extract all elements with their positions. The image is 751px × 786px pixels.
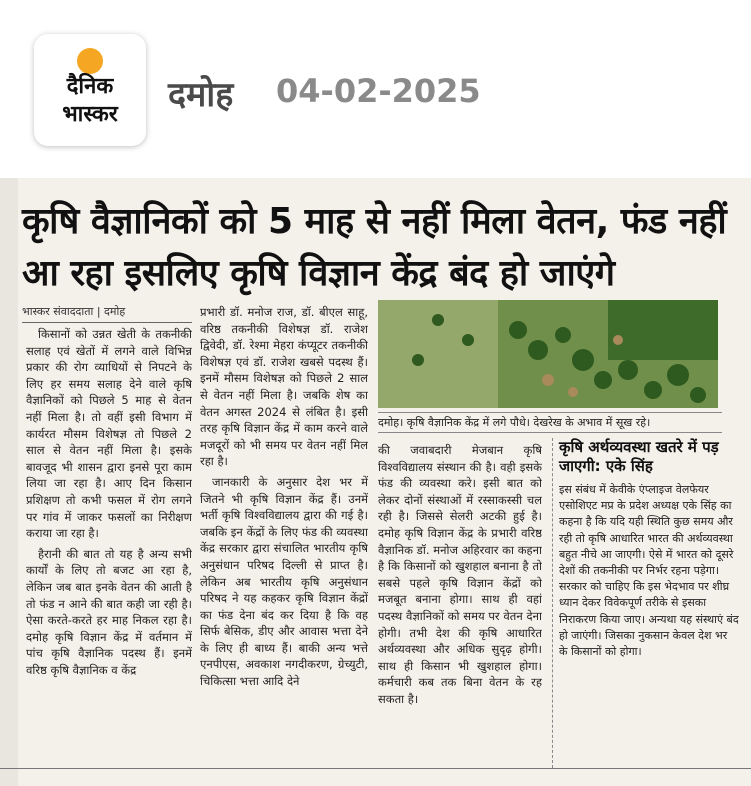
quote-box-title: कृषि अर्थव्यवस्था खतरे में पड़ जाएगी: एके सिंह	[559, 438, 719, 475]
paragraph: जानकारी के अनुसार देश भर में जितने भी कृषि विज्ञान केंद्र हैं। उनमें भर्ती कृषि विश्वविद्यालय द्वारा की गई है। जबकि इन केंद्रों के लिए फंड की व्यवस्था केंद्र सरकार द्वारा संचालित भारतीय कृषि अनुसंधान परिषद दिल्ली से प्राप्त है। लेकिन अब भारतीय कृषि अनुसंधान परिषद ने यह कहकर कृषि विज्ञान केंद्रों का फंड देना बंद कर दिया है कि वह सिर्फ बेसिक, डीए और आवास भत्ता देने के लिए ही बाध्य हैं। बाकी अन्य भत्ते एनपीएस, अवकाश नगदीकरण, ग्रेच्युटी, चिकित्सा भत्ता आदि देने	[200, 474, 368, 689]
edition-date: 04-02-2025	[276, 72, 481, 110]
edition-city: दमोह	[168, 75, 234, 115]
expert-quote-box	[552, 438, 739, 768]
logo-text-line1: दैनिक	[66, 74, 114, 99]
paragraph: की जवाबदारी मेजबान कृषि विश्वविद्यालय संस्थान की है। वही इसके फंड की व्यवस्था करे। इसी बात को लेकर दोनों संस्थाओं में रस्साकस्सी चल रही है। जिससे सेलरी अटकी हुई है। दमोह कृषि विज्ञान केंद्र के प्रभारी वरिष्ठ वैज्ञानिक डॉ. मनोज अहिरवार का कहना है कि किसानों को खुशहाल बनाना है तो सबसे पहले कृषि विज्ञान केंद्रों को मजबूत बनाना होगा। साथ ही वहां पदस्थ वैज्ञानिकों को समय पर वेतन देना होगी। तभी देश की कृषि आधारित अर्थव्यवस्था और अधिक सुदृढ़ होगी। साथ ही किसान भी खुशहाल होगा। कर्मचारी कब तक बिना वेतन के रह सकता है।	[378, 443, 542, 706]
plants-image	[378, 300, 718, 408]
article-column-3	[378, 442, 542, 766]
paragraph: किसानों को उन्नत खेती के तकनीकी सलाह एवं खेतों में लगने वाले विभिन्न प्रकार की रोग व्याधियों से निपटने के लिए हर समय सलाह देने वाले कृषि वैज्ञानिकों को पिछले 5 माह से वेतन नहीं मिला है। तो वहीं इसी विभाग में कार्यरत मौसम विशेषज्ञ तो पिछले 2 साल से वेतन नहीं मिला है। इसके बावजूद भी शासन द्वारा इनसे पूरा काम लिया जा रहा है। आए दिन किसान प्रशिक्षण तो कभी फसल में रोग लगने पर गांव में जाकर फसलों का निरीक्षण कराया जा रहा है।	[26, 327, 192, 541]
app-header	[0, 0, 751, 178]
paragraph: प्रभारी डॉ. मनोज राज, डॉ. बीएल साहू, वरिष्ठ तकनीकी विशेषज्ञ डॉ. राजेश द्विवेदी, डॉ. रेश्मा मेहरा कंप्यूटर तकनीकी विशेषज्ञ एवं डॉ. राजेश खबसे पदस्थ हैं। इनमें मौसम विशेषज्ञ को पिछले 2 साल से वेतन नहीं मिला है। जबकि शेष का वेतन अगस्त 2024 से लंबित है। इसी तरह कृषि विज्ञान केंद्र में काम करने वाले मजदूरों को भी समय पर वेतन नहीं मिल रहा है।	[200, 305, 368, 469]
article-byline: भास्कर संवाददाता | दमोह	[22, 304, 192, 323]
nursery-plants-photo	[378, 300, 718, 408]
adjacent-column-edge	[0, 178, 18, 786]
article-column-1	[26, 326, 192, 766]
logo-text-line2: भास्कर	[62, 102, 118, 127]
paragraph: हैरानी की बात तो यह है अन्य सभी कार्यों के लिए तो बजट आ रहा है, लेकिन जब बात इनके वेतन की आती है तो फंड न आने की बात कही जा रही है। ऐसा करते-करते हर माह निकल रहा है। दमोह कृषि विज्ञान केंद्र में वर्तमान में पांच कृषि वैज्ञानिक पदस्थ हैं। इनमें वरिष्ठ कृषि वैज्ञानिक व केंद्र	[26, 546, 192, 677]
divider	[0, 768, 751, 769]
article-headline: कृषि वैज्ञानिकों को 5 माह से नहीं मिला वेतन, फंड नहीं आ रहा इसलिए कृषि विज्ञान केंद्र बंद हो जाएंगे	[22, 201, 727, 294]
article-column-2	[200, 304, 368, 766]
photo-caption: दमोह। कृषि वैज्ञानिक केंद्र में लगे पौधे। देखरेख के अभाव में सूख रहे।	[378, 412, 722, 433]
dainik-bhaskar-logo[interactable]	[34, 34, 146, 146]
sun-icon	[77, 48, 103, 74]
quote-box-body: इस संबंध में केवीके एंप्लाइज वेलफेयर एसोशिएट मप्र के प्रदेश अध्यक्ष एके सिंह का कहना है कि यदि यही स्थिति कुछ समय और रही तो कृषि आधारित भारत की अर्थव्यवस्था बहुत नीचे आ जाएगी। ऐसे में भारत को दूसरे देशों की तकनीकी पर निर्भर रहना पड़ेगा। सरकार को चाहिए कि इस भेदभाव पर शीघ्र ध्यान देकर विवेकपूर्ण तरीके से इसका निराकरण किया जाए। अन्यथा यह संस्थाएं बंद हो जाएंगी। जिसका नुकसान केवल देश भर के किसानों को होगा।	[559, 483, 739, 659]
